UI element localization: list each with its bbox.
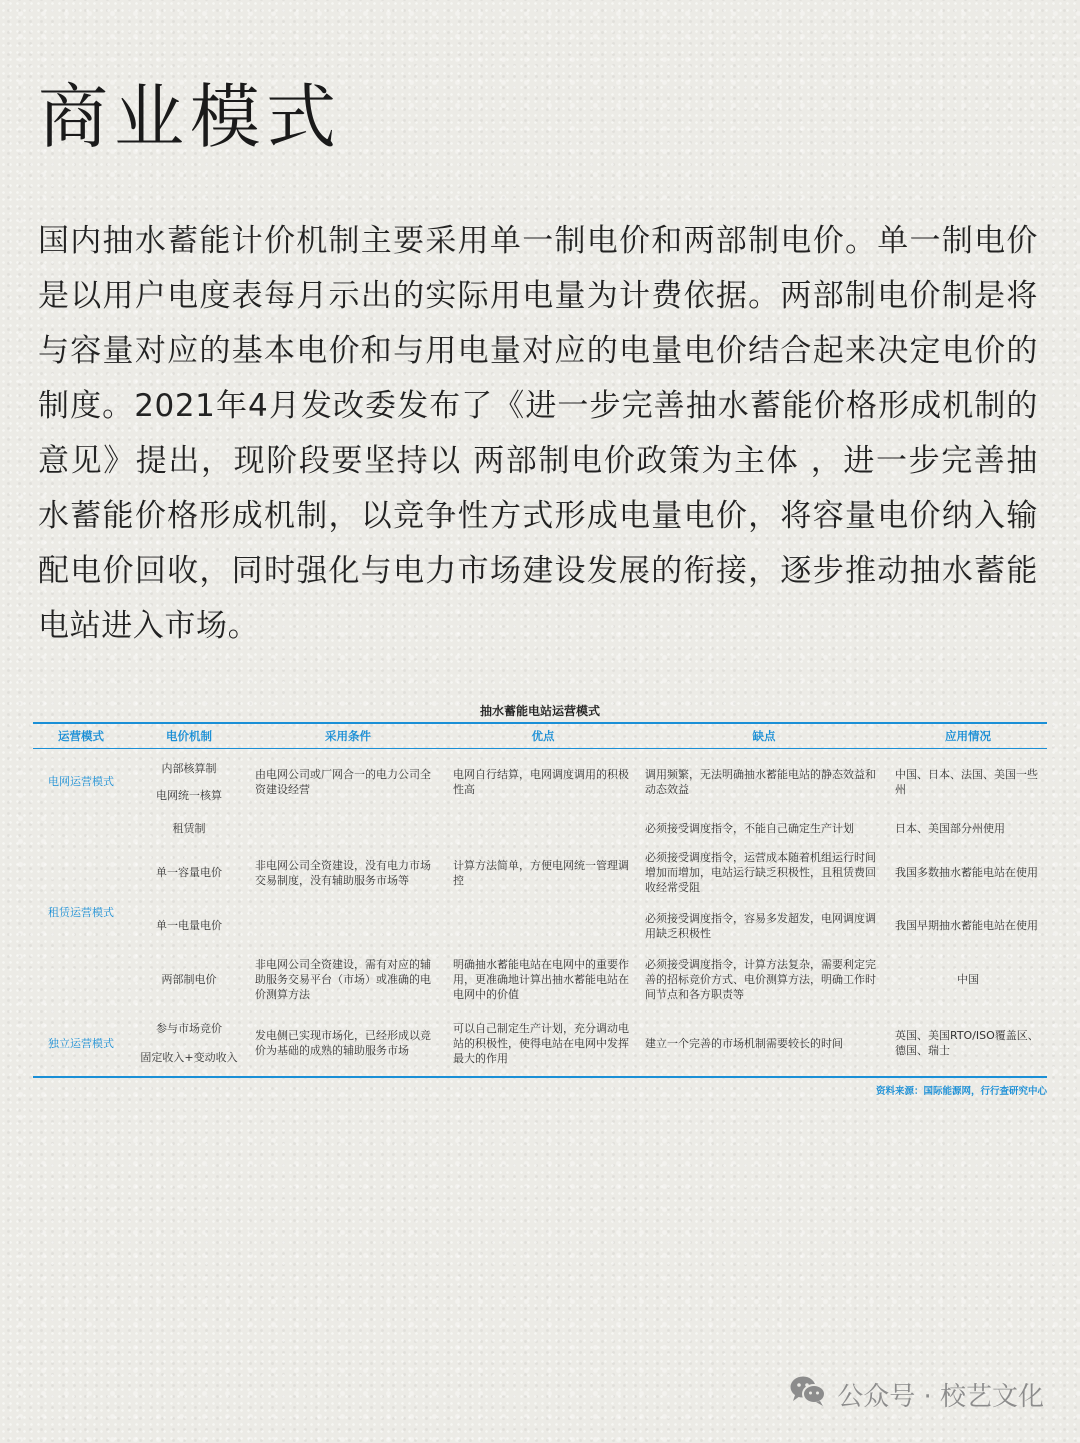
table-row: [33, 815, 1047, 843]
pros-cell: [447, 815, 639, 843]
table-source-note: 资料来源：国际能源网，行行查研究中心: [875, 1085, 1047, 1097]
pros-cell: [447, 903, 639, 949]
watermark-text: 公众号 · 校艺文化: [837, 1382, 1044, 1412]
table-title: 抽水蓄能电站运营模式: [479, 704, 600, 718]
mode-cell: 独立运营模式: [48, 1036, 114, 1050]
intro-paragraph: 国内抽水蓄能计价机制主要采用单一制电价和两部制电价。单一制电价是以用户电度表每月示出的实际用电量为计费依据。两部制电价制是将与容量对应的基本电价和与用电量对应的电量电价结合起来决定电价的制度。2021年4月发改委发布了《进一步完善抽水蓄能价格形成机制的意见》提出，现阶段要坚持以 两部制电价政策为主体 ，进一步完善抽水蓄能价格形成机制，以竞争性方式形成电量电价，将容量电价纳入输配电价回收，同时强化与电力市场建设发展的衔接，逐步推动抽水蓄能电站进入市场。: [38, 223, 1038, 644]
cons-cell: 必须接受调度指令，不能自己确定生产计划: [645, 822, 854, 835]
condition-cell: 非电网公司全资建设，需有对应的辅助服务交易平台（市场）或准确的电价测算方法: [255, 958, 431, 1001]
header-condition: 采用条件: [249, 723, 447, 749]
cons-cell: 必须接受调度指令，运营成本随着机组运行时间增加而增加，电站运行缺乏积极性，且租赁费回收经常受阻: [645, 851, 876, 894]
cons-cell: 必须接受调度指令，计算方法复杂，需要利定完善的招标竞价方式、电价测算方法，明确工作时间节点和各方职责等: [645, 958, 876, 1001]
mechanism-cell: 单一容量电价: [156, 866, 222, 879]
condition-cell: 发电侧已实现市场化，已经形成以竞价为基础的成熟的辅助服务市场: [255, 1029, 431, 1057]
condition-cell: [249, 903, 447, 949]
pros-cell: 可以自己制定生产计划，充分调动电站的积极性，使得电站在电网中发挥最大的作用: [453, 1021, 629, 1065]
operation-mode-table-section: [33, 700, 1047, 1097]
pros-cell: 计算方法简单，方便电网统一管理调控: [453, 858, 629, 887]
mechanism-label: 电网统一核算: [156, 788, 222, 802]
mechanism-cell: 两部制电价: [161, 973, 217, 986]
mode-cell: 电网运营模式: [48, 775, 114, 789]
page-title: 商业模式: [38, 76, 342, 158]
cons-cell: 建立一个完善的市场机制需要较长的时间: [645, 1036, 843, 1050]
table-row: [33, 843, 1047, 903]
table-row: [33, 903, 1047, 949]
pros-cell: 明确抽水蓄能电站在电网中的重要作用，更准确地计算出抽水蓄能电站在电网中的价值: [453, 958, 629, 1001]
mechanism-label: 参与市场竞价: [156, 1022, 222, 1035]
table-row: [33, 749, 1047, 815]
wechat-icon: [789, 1375, 827, 1414]
mechanism-label: 固定收入+变动收入: [140, 1051, 238, 1064]
condition-cell: [249, 815, 447, 843]
mechanism-cell: [129, 749, 249, 815]
application-cell: 英国、美国RTO/ISO覆盖区、德国、瑞士: [895, 1029, 1039, 1057]
application-cell: 中国: [957, 973, 979, 986]
cons-cell: 必须接受调度指令，容易多发超发，电网调度调用缺乏积极性: [645, 911, 876, 940]
watermark: [789, 1375, 1044, 1414]
cons-cell: 调用频繁，无法明确抽水蓄能电站的静态效益和动态效益: [645, 767, 876, 796]
condition-cell: 非电网公司全资建设，没有电力市场交易制度，没有辅助服务市场等: [255, 858, 431, 887]
application-cell: 日本、美国部分州使用: [895, 822, 1005, 835]
application-cell: 我国早期抽水蓄能电站在使用: [895, 919, 1038, 932]
header-mode: 运营模式: [33, 723, 129, 749]
operation-mode-table: [33, 722, 1047, 1078]
mechanism-cell: [129, 1011, 249, 1077]
pros-cell: 电网自行结算，电网调度调用的积极性高: [453, 767, 629, 796]
table-header-row: [33, 723, 1047, 749]
table-row: [33, 1011, 1047, 1077]
header-application: 应用情况: [889, 723, 1047, 749]
condition-cell: 由电网公司或厂网合一的电力公司全资建设经营: [255, 767, 431, 796]
header-mechanism: 电价机制: [129, 723, 249, 749]
header-cons: 缺点: [639, 723, 889, 749]
application-cell: 我国多数抽水蓄能电站在使用: [895, 866, 1038, 879]
mechanism-cell: 租赁制: [172, 822, 206, 835]
mechanism-cell: 单一电量电价: [156, 919, 222, 932]
mode-cell: 租赁运营模式: [48, 906, 114, 919]
application-cell: 中国、日本、法国、美国一些州: [895, 767, 1038, 796]
header-pros: 优点: [447, 723, 639, 749]
table-row: [33, 949, 1047, 1011]
mechanism-label: 内部核算制: [161, 761, 217, 775]
